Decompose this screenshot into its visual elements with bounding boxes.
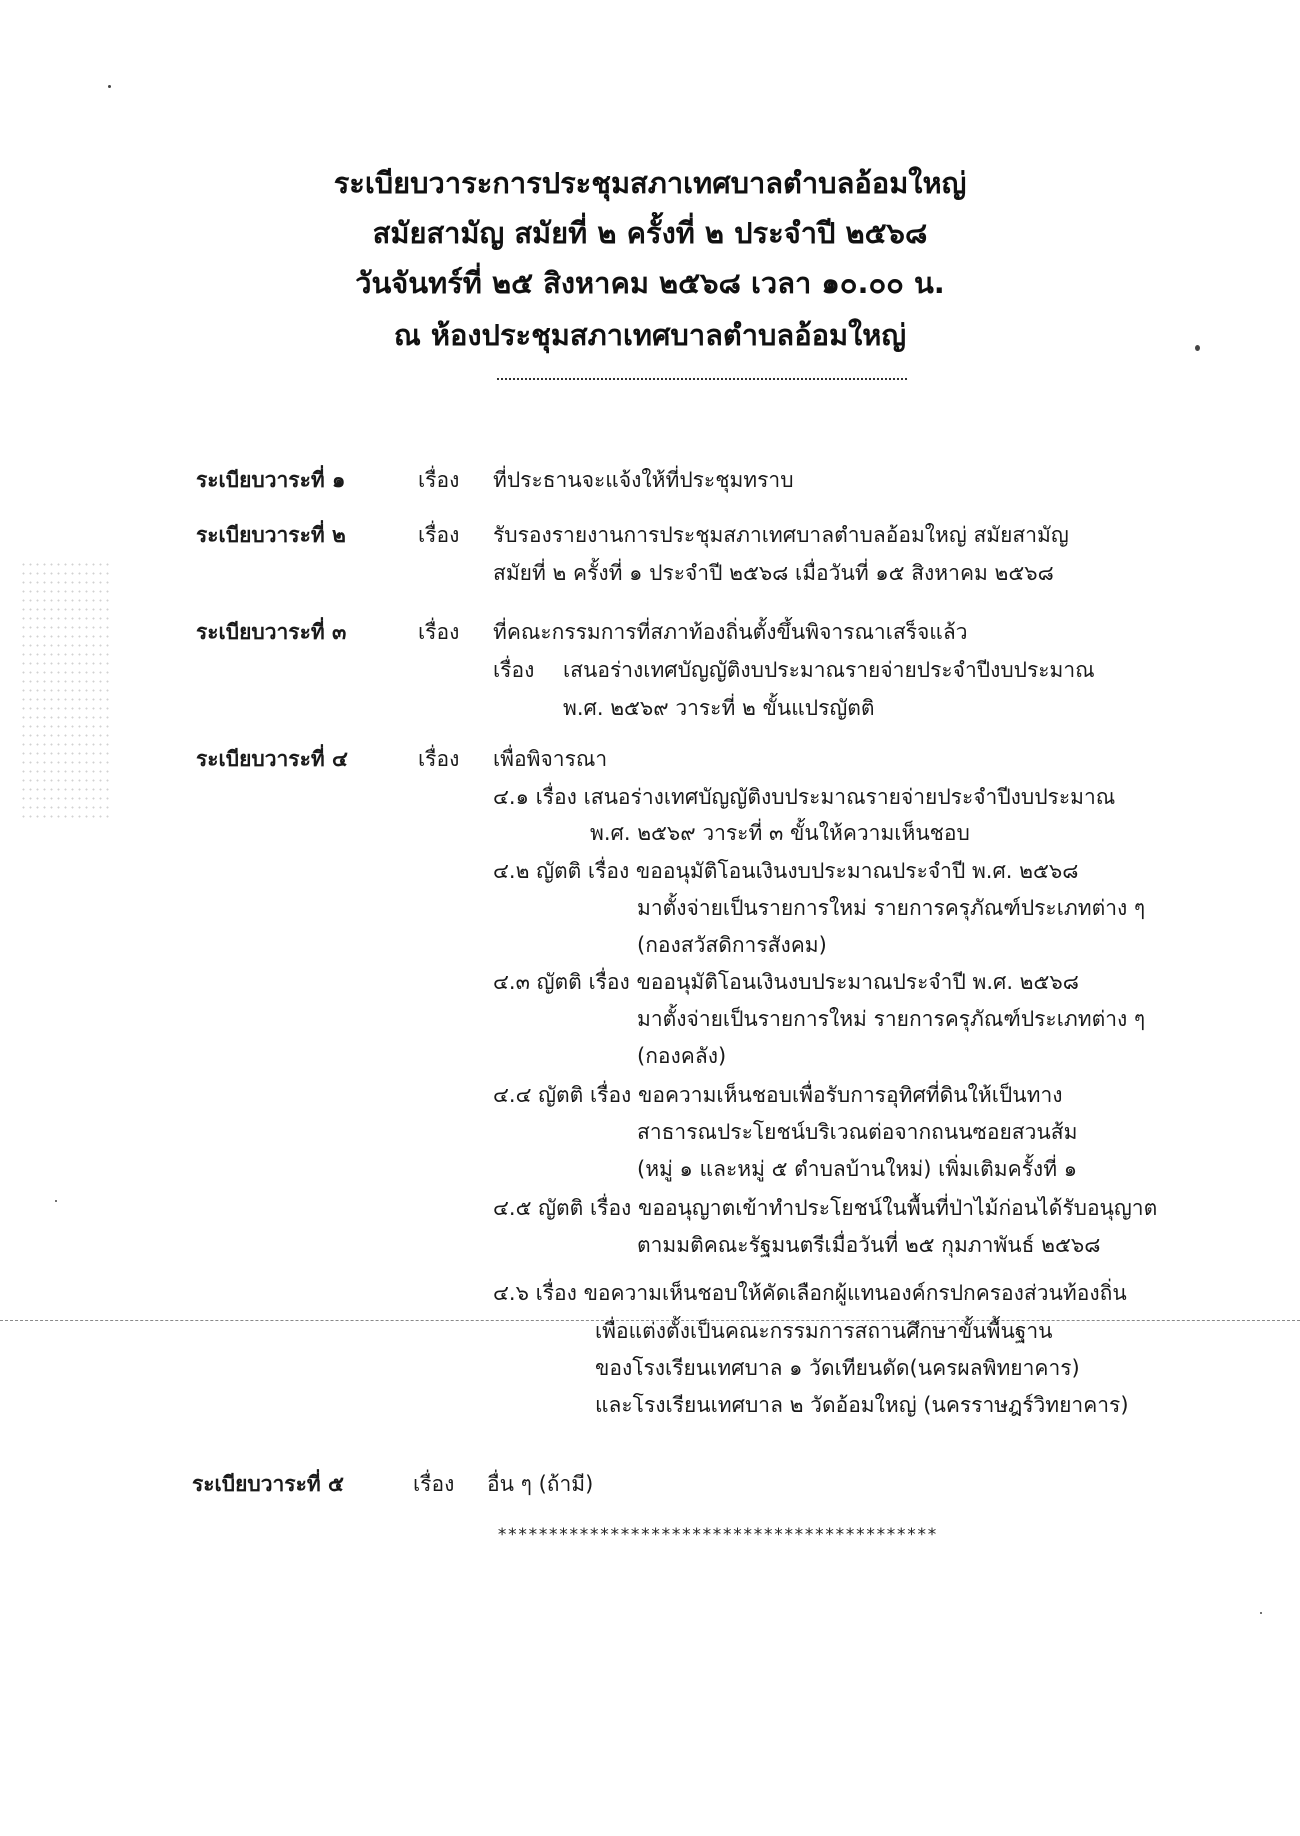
agenda-1-label: ระเบียบวาระที่ ๑ bbox=[196, 468, 346, 492]
agenda-4-label: ระเบียบวาระที่ ๔ bbox=[196, 747, 348, 771]
footer-stars: ******************************************* bbox=[497, 1525, 938, 1545]
agenda-4-1-line2: พ.ศ. ๒๕๖๙ วาระที่ ๓ ขั้นให้ความเห็นชอบ bbox=[590, 821, 970, 845]
agenda-4-2-line1: ๔.๒ ญัตติ เรื่อง ขออนุมัติโอนเงินงบประมาณประจำปี พ.ศ. ๒๕๖๘ bbox=[493, 859, 1079, 883]
agenda-4-2-line3: (กองสวัสดิการสังคม) bbox=[637, 933, 827, 957]
agenda-4-6-line2: เพื่อแต่งตั้งเป็นคณะกรรมการสถานศึกษาขั้นพื้นฐาน bbox=[595, 1319, 1053, 1343]
header-datetime: วันจันทร์ที่ ๒๕ สิงหาคม ๒๕๖๘ เวลา ๑๐.๐๐ น. bbox=[355, 266, 945, 300]
agenda-5-subject-word: เรื่อง bbox=[413, 1472, 455, 1496]
header-title: ระเบียบวาระการประชุมสภาเทศบาลตำบลอ้อมใหญ่ bbox=[333, 166, 967, 200]
agenda-4-4-line2: สาธารณประโยชน์บริเวณต่อจากถนนซอยสวนส้ม bbox=[637, 1120, 1078, 1144]
agenda-4-6-line1: ๔.๖ เรื่อง ขอความเห็นชอบให้คัดเลือกผู้แทนองค์กรปกครองส่วนท้องถิ่น bbox=[493, 1281, 1127, 1305]
header-venue: ณ ห้องประชุมสภาเทศบาลตำบลอ้อมใหญ่ bbox=[393, 318, 907, 352]
scan-noise bbox=[20, 560, 110, 820]
agenda-3-label: ระเบียบวาระที่ ๓ bbox=[196, 620, 347, 644]
agenda-4-3-line1: ๔.๓ ญัตติ เรื่อง ขออนุมัติโอนเงินงบประมาณประจำปี พ.ศ. ๒๕๖๘ bbox=[493, 970, 1079, 994]
agenda-3-sub-line2: พ.ศ. ๒๕๖๙ วาระที่ ๒ ขั้นแปรญัตติ bbox=[563, 696, 875, 720]
agenda-3-text: ที่คณะกรรมการที่สภาท้องถิ่นตั้งขึ้นพิจารณาเสร็จแล้ว bbox=[493, 620, 968, 644]
agenda-4-3-line2: มาตั้งจ่ายเป็นรายการใหม่ รายการครุภัณฑ์ประเภทต่าง ๆ bbox=[637, 1007, 1146, 1031]
header-divider bbox=[497, 378, 907, 380]
agenda-2-label: ระเบียบวาระที่ ๒ bbox=[196, 523, 346, 547]
scan-speck bbox=[1260, 1612, 1262, 1614]
agenda-4-4-line3: (หมู่ ๑ และหมู่ ๕ ตำบลบ้านใหม่) เพิ่มเติมครั้งที่ ๑ bbox=[637, 1157, 1078, 1181]
agenda-4-3-line3: (กองคลัง) bbox=[637, 1044, 727, 1068]
agenda-4-subject-word: เรื่อง bbox=[418, 747, 460, 771]
agenda-2-text-line2: สมัยที่ ๒ ครั้งที่ ๑ ประจำปี ๒๕๖๘ เมื่อวันที่ ๑๕ สิงหาคม ๒๕๖๘ bbox=[493, 561, 1054, 585]
agenda-3-sub-line1: เสนอร่างเทศบัญญัติงบประมาณรายจ่ายประจำปีงบประมาณ bbox=[563, 658, 1095, 682]
agenda-4-5-line1: ๔.๕ ญัตติ เรื่อง ขออนุญาตเข้าทำประโยชน์ในพื้นที่ป่าไม้ก่อนได้รับอนุญาต bbox=[493, 1196, 1158, 1220]
agenda-4-2-line2: มาตั้งจ่ายเป็นรายการใหม่ รายการครุภัณฑ์ประเภทต่าง ๆ bbox=[637, 896, 1146, 920]
agenda-4-5-line2: ตามมติคณะรัฐมนตรีเมื่อวันที่ ๒๕ กุมภาพันธ์ ๒๕๖๘ bbox=[637, 1233, 1101, 1257]
scan-speck bbox=[55, 1200, 57, 1202]
agenda-1-text: ที่ประธานจะแจ้งให้ที่ประชุมทราบ bbox=[493, 468, 794, 492]
agenda-5-text: อื่น ๆ (ถ้ามี) bbox=[487, 1472, 594, 1496]
agenda-1-subject-word: เรื่อง bbox=[418, 468, 460, 492]
agenda-2-text-line1: รับรองรายงานการประชุมสภาเทศบาลตำบลอ้อมใหญ่ สมัยสามัญ bbox=[493, 523, 1069, 547]
agenda-2-subject-word: เรื่อง bbox=[418, 523, 460, 547]
agenda-4-text: เพื่อพิจารณา bbox=[493, 747, 608, 771]
header-session: สมัยสามัญ สมัยที่ ๒ ครั้งที่ ๒ ประจำปี ๒๕๖๘ bbox=[372, 216, 928, 250]
agenda-5-label: ระเบียบวาระที่ ๕ bbox=[192, 1472, 344, 1496]
scan-speck bbox=[108, 85, 111, 88]
agenda-4-6-line4: และโรงเรียนเทศบาล ๒ วัดอ้อมใหญ่ (นครราษฎร์วิทยาคาร) bbox=[595, 1393, 1129, 1417]
agenda-3-subject-word: เรื่อง bbox=[418, 620, 460, 644]
agenda-4-1-line1: ๔.๑ เรื่อง เสนอร่างเทศบัญญัติงบประมาณรายจ่ายประจำปีงบประมาณ bbox=[493, 785, 1116, 809]
agenda-4-6-line3: ของโรงเรียนเทศบาล ๑ วัดเทียนดัด(นครผลพิทยาคาร) bbox=[595, 1356, 1080, 1380]
agenda-4-4-line1: ๔.๔ ญัตติ เรื่อง ขอความเห็นชอบเพื่อรับการอุทิศที่ดินให้เป็นทาง bbox=[493, 1083, 1063, 1107]
agenda-3-sub-word: เรื่อง bbox=[493, 658, 535, 682]
